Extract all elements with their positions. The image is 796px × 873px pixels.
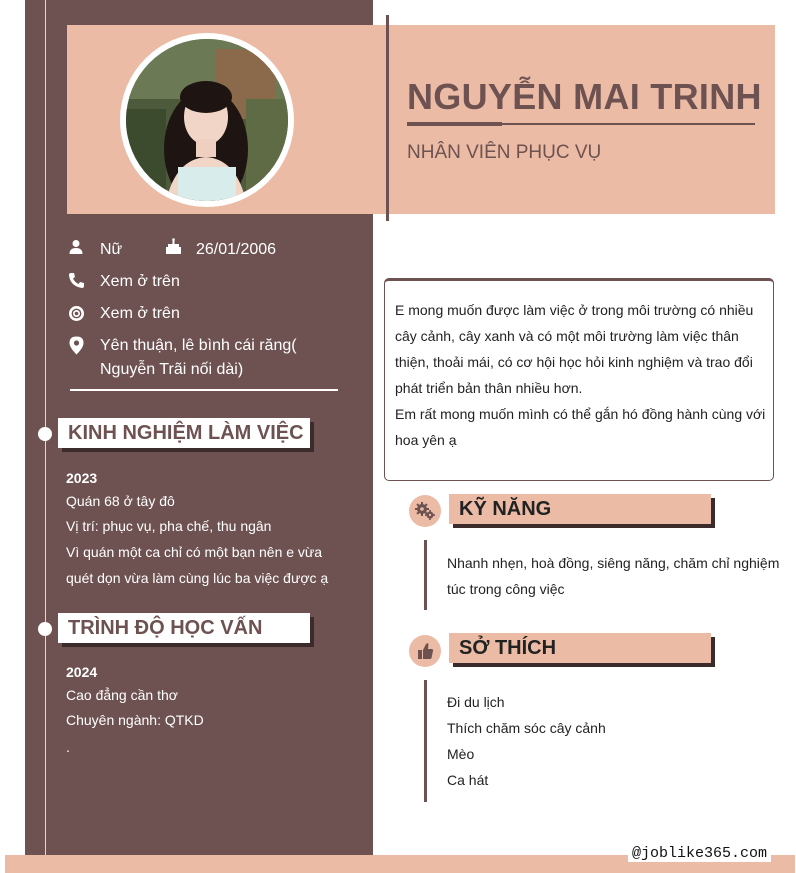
hobby-item: Ca hát (447, 772, 489, 788)
experience-year: 2023 (66, 470, 98, 486)
candidate-name: NGUYỄN MAI TRINH (407, 76, 762, 117)
education-heading: TRÌNH ĐỘ HỌC VẤN (58, 613, 310, 643)
hobbies-bar (424, 680, 427, 802)
objective-line: E mong muốn được làm việc ở trong môi trường có nhiều (395, 302, 754, 318)
cake-icon (165, 238, 183, 256)
thumbs-up-icon (409, 635, 441, 667)
job-title: NHÂN VIÊN PHỤC VỤ (407, 142, 602, 163)
experience-desc-line-2: quét dọn vừa làm cùng lúc ba việc được ạ (66, 570, 329, 586)
skills-line-2: túc trong công việc (447, 581, 565, 597)
objective-line: cây cảnh, cây xanh và có một môi trường làm việc thân (395, 328, 739, 344)
timeline-dot (38, 622, 52, 636)
skills-heading: KỸ NĂNG (449, 494, 711, 524)
gender-value: Nữ (100, 241, 123, 258)
education-major: Chuyên ngành: QTKD (66, 712, 204, 728)
at-icon (68, 305, 86, 323)
experience-position: Vị trí: phục vụ, pha chế, thu ngân (66, 518, 272, 534)
hobby-item: Đi du lịch (447, 694, 505, 710)
experience-heading: KINH NGHIỆM LÀM VIỆC (58, 418, 310, 448)
objective-line: phát triển bản thân nhiều hơn. (395, 380, 583, 396)
skills-bar (424, 540, 427, 610)
address-line-1: Yên thuận, lê bình cái răng( (100, 337, 297, 354)
hobbies-heading: SỞ THÍCH (449, 633, 711, 663)
experience-desc-line-1: Vì quán một ca chỉ có một bạn nên e vừa (66, 544, 323, 560)
experience-place: Quán 68 ở tây đô (66, 493, 175, 509)
education-year: 2024 (66, 664, 98, 680)
watermark: @joblike365.com (628, 845, 771, 862)
hobby-item: Mèo (447, 746, 475, 762)
header-divider (386, 15, 389, 221)
hobby-item: Thích chăm sóc cây cảnh (447, 720, 606, 736)
skills-line-1: Nhanh nhẹn, hoà đồng, siêng năng, chăm chỉ nghiệm (447, 555, 780, 571)
user-icon (68, 239, 86, 257)
education-school: Cao đẳng cần thơ (66, 687, 178, 703)
address-line-2: Nguyễn Trãi nối dài) (100, 361, 244, 378)
map-pin-icon (68, 336, 86, 354)
phone-icon (68, 272, 86, 290)
avatar-photo (126, 39, 288, 201)
phone-value: Xem ở trên (100, 273, 180, 290)
objective-line: Em rất mong muốn mình có thể gắn hó đồng hành cùng với (395, 406, 766, 422)
objective-line: hoa yên ạ (395, 432, 457, 448)
timeline-dot (38, 427, 52, 441)
gears-icon (409, 495, 441, 527)
education-extra: . (66, 739, 70, 755)
email-value: Xem ở trên (100, 305, 180, 322)
birthday-value: 26/01/2006 (196, 241, 277, 258)
name-underline-accent (407, 122, 502, 126)
contact-divider (70, 389, 338, 391)
objective-line: thiện, thoải mái, có cơ hội học hỏi kinh nghiệm và trao đổi (395, 354, 753, 370)
